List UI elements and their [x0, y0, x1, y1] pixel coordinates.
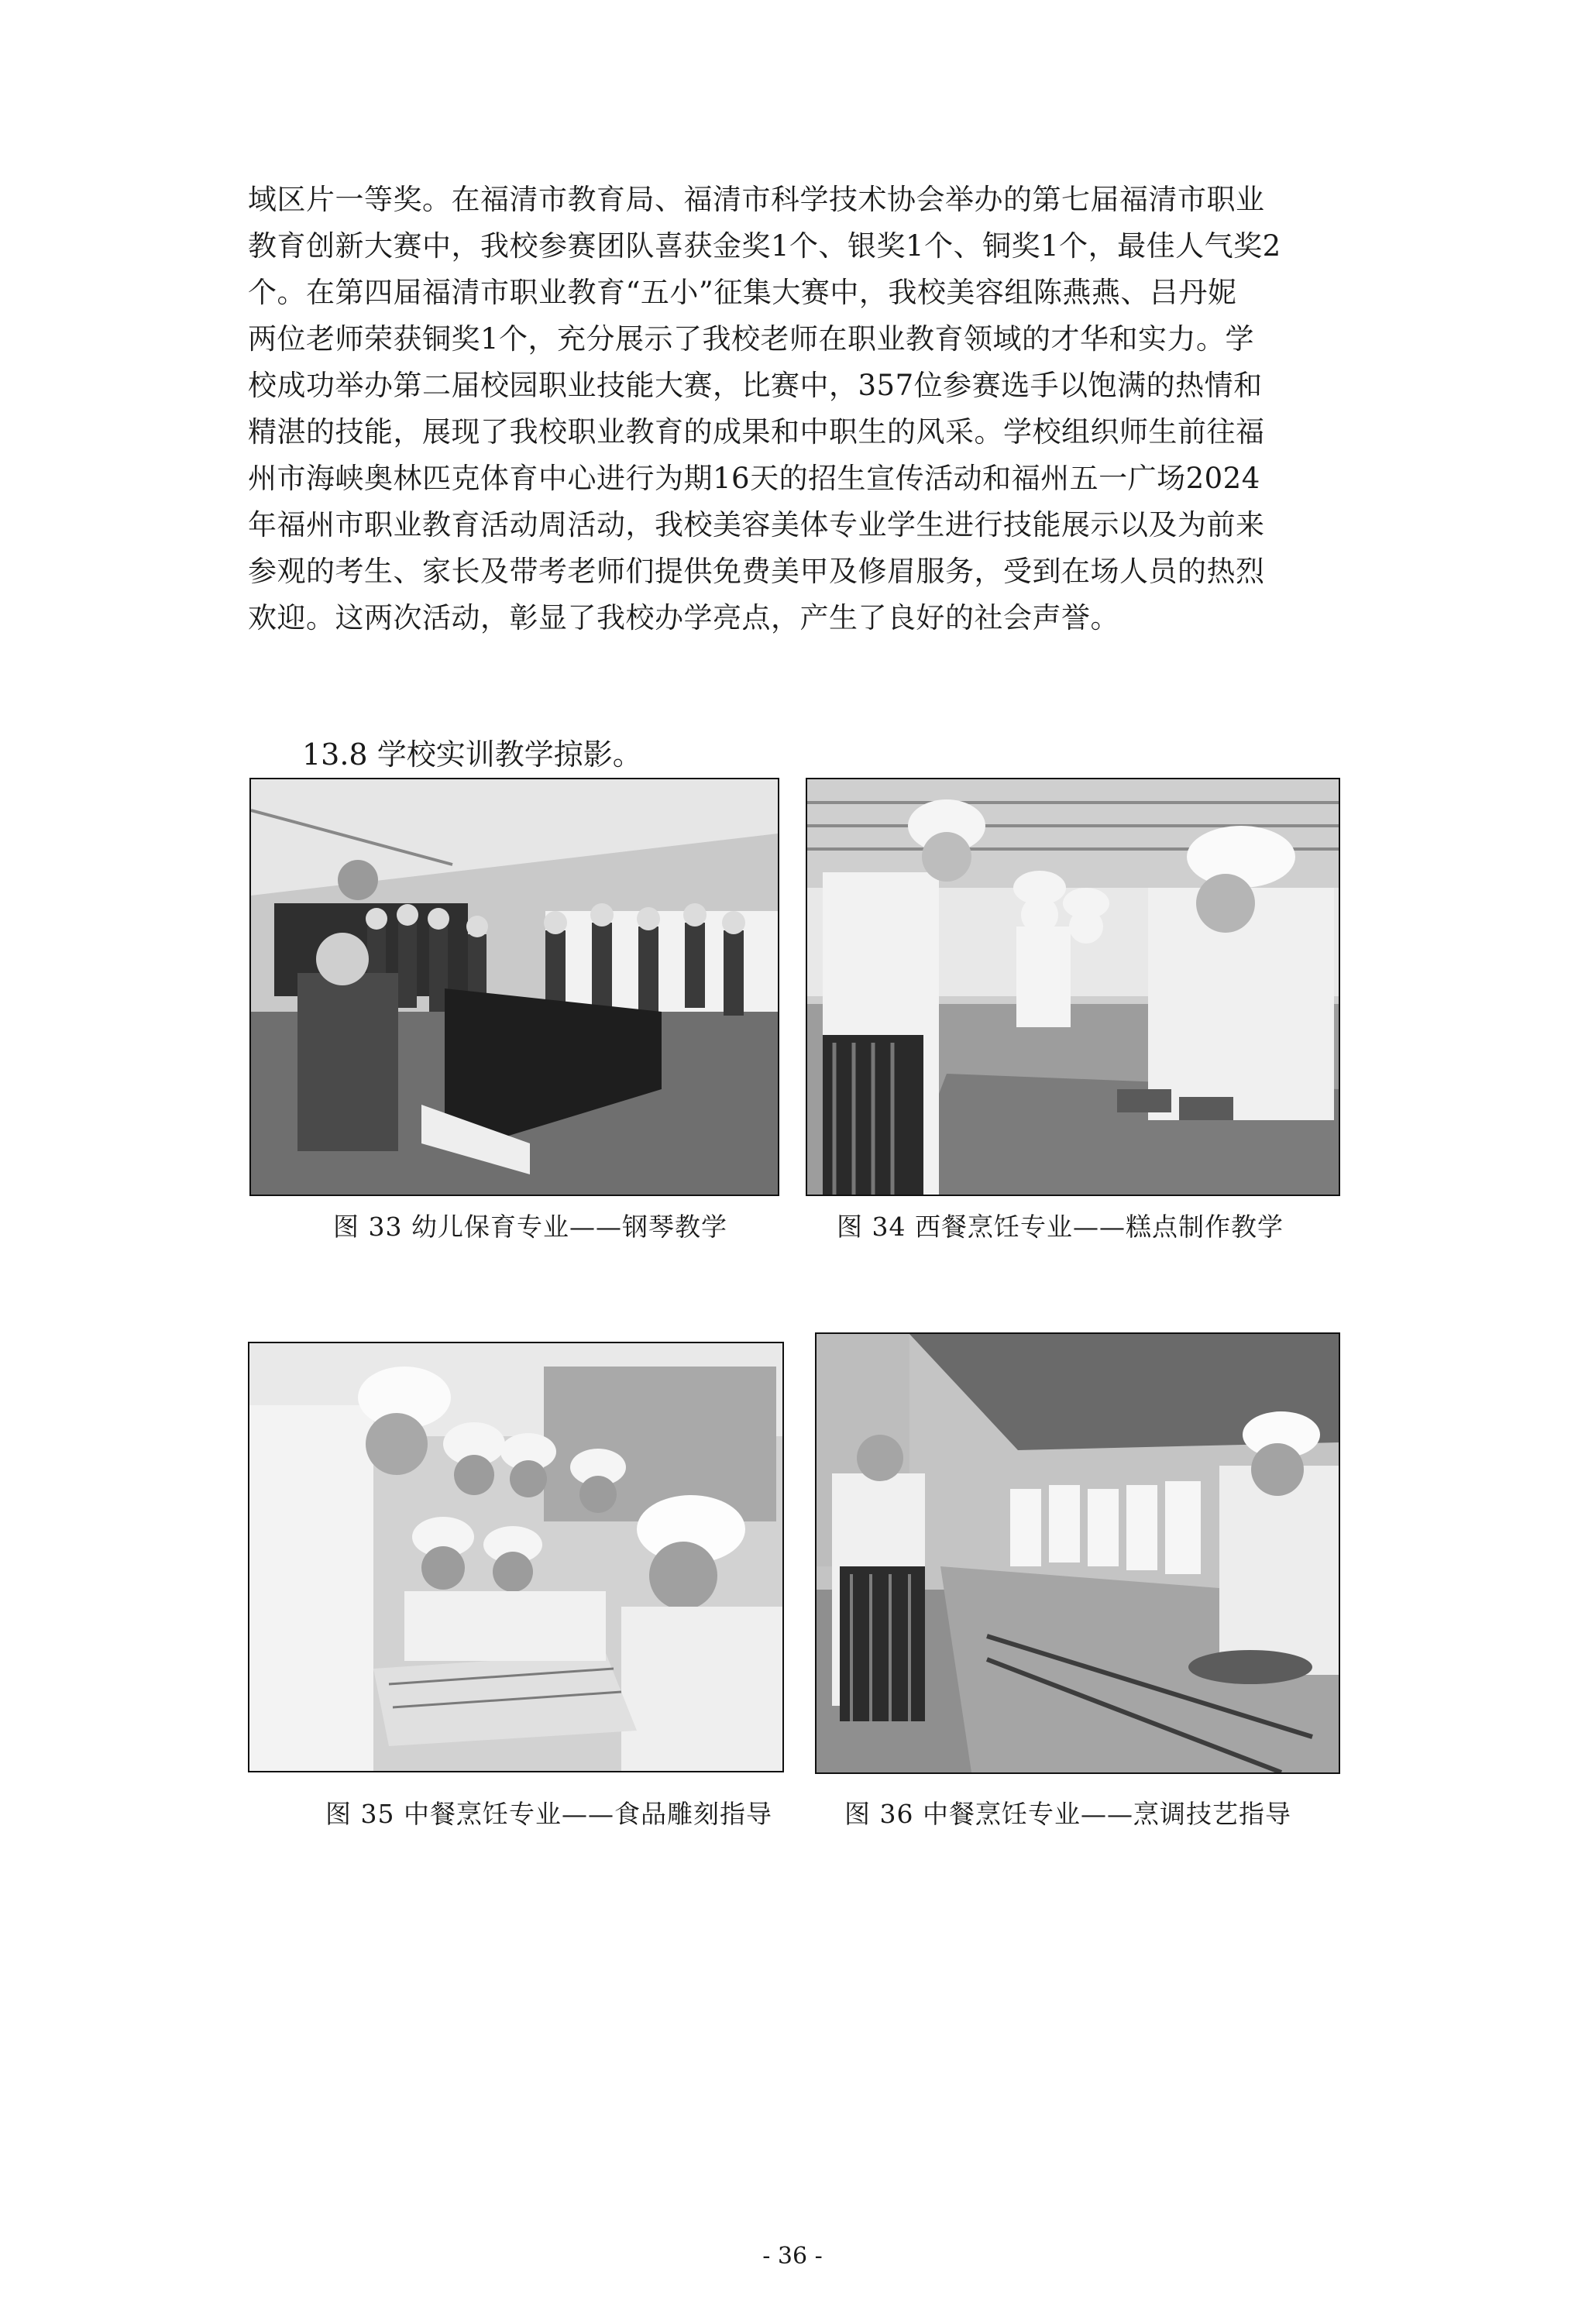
body-line: 个。在第四届福清市职业教育“五小”征集大赛中，我校美容组陈燕燕、吕丹妮 [248, 276, 1237, 309]
figure-photo-piano [249, 778, 779, 1196]
body-line: 精湛的技能，展现了我校职业教育的成果和中职生的风采。学校组织师生前往福 [248, 415, 1265, 449]
piano-class-photo [251, 779, 778, 1195]
body-line: 欢迎。这两次活动，彰显了我校办学亮点，产生了良好的社会声誉。 [248, 601, 1119, 634]
pastry-class-photo [807, 779, 1339, 1195]
page-number: - 36 - [762, 2243, 823, 2270]
body-line: 年福州市职业教育活动周活动，我校美容美体专业学生进行技能展示以及为前来 [248, 508, 1265, 541]
carving-class-photo [249, 1343, 782, 1771]
body-line: 参观的考生、家长及带考老师们提供免费美甲及修眉服务，受到在场人员的热烈 [248, 555, 1265, 588]
body-line: 两位老师荣获铜奖1个，充分展示了我校老师在职业教育领域的才华和实力。学 [248, 322, 1255, 356]
body-line: 州市海峡奥林匹克体育中心进行为期16天的招生宣传活动和福州五一广场2024 [248, 462, 1260, 495]
section-heading: 13.8 学校实训教学掠影。 [302, 737, 642, 772]
body-paragraph [248, 177, 1332, 641]
figure-caption: 图 35 中餐烹饪专业——食品雕刻指导 [325, 1799, 772, 1829]
figure-photo-pastry [806, 778, 1340, 1196]
figure-photo-carving [248, 1342, 784, 1772]
body-line: 校成功举办第二届校园职业技能大赛，比赛中，357位参赛选手以饱满的热情和 [248, 369, 1263, 402]
figure-caption: 图 33 幼儿保育专业——钢琴教学 [333, 1212, 727, 1242]
body-line: 域区片一等奖。在福清市教育局、福清市科学技术协会举办的第七届福清市职业 [248, 183, 1265, 216]
cooking-class-photo [817, 1334, 1339, 1772]
figure-photo-cooking [815, 1332, 1340, 1774]
figure-caption: 图 34 西餐烹饪专业——糕点制作教学 [837, 1212, 1284, 1242]
body-line: 教育创新大赛中，我校参赛团队喜获金奖1个、银奖1个、铜奖1个，最佳人气奖2 [248, 229, 1281, 263]
figure-caption: 图 36 中餐烹饪专业——烹调技艺指导 [844, 1799, 1291, 1829]
